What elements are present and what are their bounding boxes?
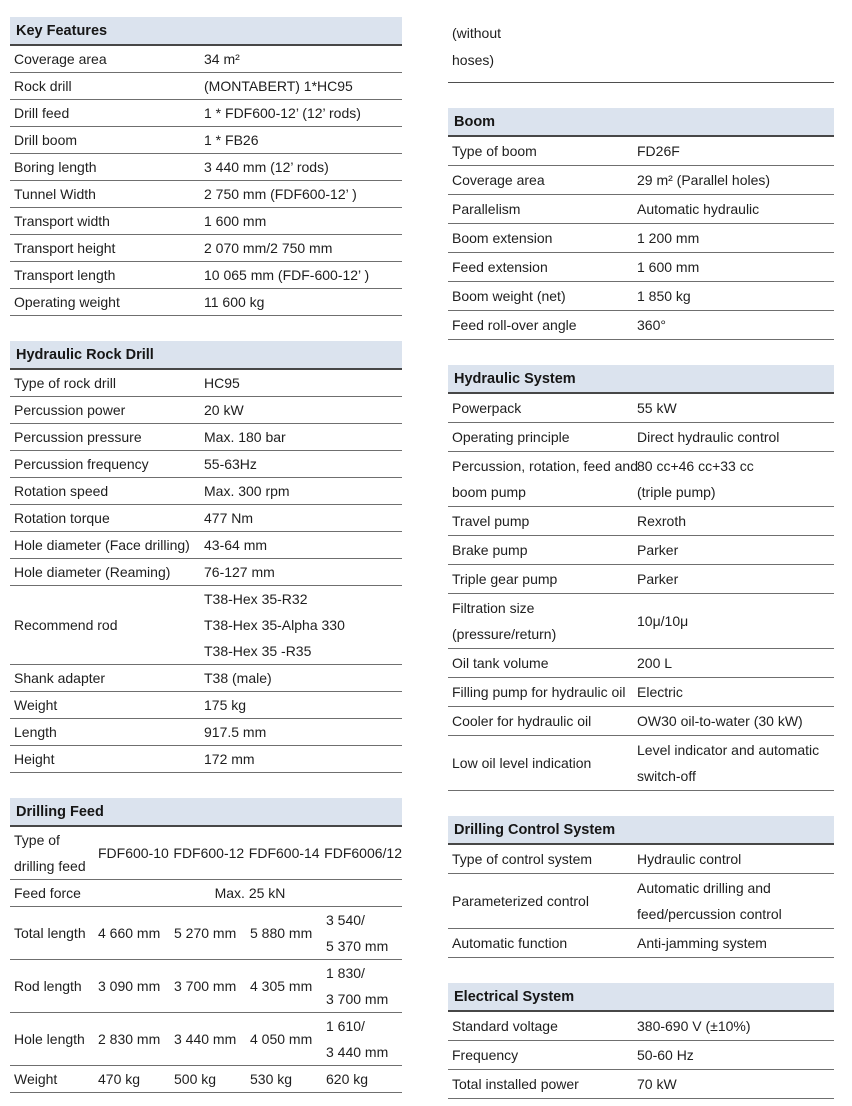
spec-cell: 500 kg [174, 1071, 217, 1087]
spec-value: 360° [637, 317, 666, 333]
spec-row [448, 224, 834, 253]
section-table [10, 370, 402, 773]
spec-label: Percussion power [14, 402, 126, 418]
spec-value: 10 065 mm (FDF-600-12’ ) [204, 267, 370, 283]
spec-value: Max. 25 kN [214, 885, 286, 901]
spec-value: 55 kW [637, 400, 677, 416]
spec-cells [98, 1013, 402, 1065]
spec-cells [98, 1066, 402, 1092]
section-table [448, 845, 834, 958]
spec-label: Filling pump for hydraulic oil [452, 684, 626, 700]
spec-cell: FDF600-12 [173, 845, 245, 861]
section-title: Drilling Feed [10, 798, 402, 827]
text-line: Filtration size [452, 600, 535, 616]
spec-row [448, 736, 834, 791]
spec-row [10, 424, 402, 451]
section-title: Hydraulic System [448, 365, 834, 394]
spec-label: Type of rock drill [14, 375, 116, 391]
spec-value: 70 kW [637, 1076, 677, 1092]
spec-label: Hole diameter (Reaming) [14, 564, 171, 580]
left-column [10, 17, 402, 1099]
spec-label: Length [14, 724, 57, 740]
spec-row [10, 370, 402, 397]
section-table [448, 137, 834, 340]
spec-label: Standard voltage [452, 1018, 558, 1034]
section-drilling-feed [10, 798, 402, 1093]
spec-label: Transport height [14, 240, 116, 256]
spec-value [637, 453, 834, 505]
spec-label: Boom weight (net) [452, 288, 566, 304]
spec-label: Type of control system [452, 851, 593, 867]
spec-cell: 4 660 mm [98, 925, 161, 941]
spec-row [448, 649, 834, 678]
spec-cell [326, 907, 402, 959]
spec-row [448, 507, 834, 536]
text-line: 1 830/ [326, 965, 365, 981]
spec-cells [98, 960, 402, 1012]
spec-cell: 470 kg [98, 1071, 141, 1087]
spec-label: Rotation torque [14, 510, 110, 526]
spec-value: 200 L [637, 655, 673, 671]
spec-value: 2 750 mm (FDF600-12’ ) [204, 186, 357, 202]
spec-row [10, 665, 402, 692]
spec-cell: 2 830 mm [98, 1031, 161, 1047]
spec-row [10, 1066, 402, 1093]
section-title: Hydraulic Rock Drill [10, 341, 402, 370]
section-table [10, 46, 402, 316]
spec-row [448, 423, 834, 452]
spec-value: Hydraulic control [637, 851, 742, 867]
spec-row [448, 1012, 834, 1041]
text-line: T38-Hex 35 -R35 [204, 643, 312, 659]
spec-label: Feed roll-over angle [452, 317, 577, 333]
spec-cell [326, 1013, 402, 1065]
spec-label: Drill feed [14, 105, 70, 121]
spec-value: Parker [637, 542, 679, 558]
spec-value: Automatic hydraulic [637, 201, 760, 217]
text-line: 3 700 mm [326, 991, 389, 1007]
spec-cells [98, 840, 402, 866]
spec-label: Frequency [452, 1047, 519, 1063]
continuation-line: hoses) [452, 52, 495, 68]
section-table [448, 1012, 834, 1099]
spec-row [448, 394, 834, 423]
spec-row [448, 874, 834, 929]
spec-value: 1 * FB26 [204, 132, 259, 148]
text-line: Automatic drilling and [637, 880, 771, 896]
spec-label: Total installed power [452, 1076, 579, 1092]
spec-cell: FDF600-10 [98, 845, 169, 861]
spec-value: 20 kW [204, 402, 244, 418]
spec-row [448, 594, 834, 649]
spec-row [10, 532, 402, 559]
spec-label: Coverage area [452, 172, 545, 188]
spec-row [10, 1013, 402, 1066]
spec-label: Boring length [14, 159, 97, 175]
text-line: (triple pump) [637, 484, 716, 500]
spec-cell: 3 090 mm [98, 978, 161, 994]
spec-label: Type of boom [452, 143, 537, 159]
spec-row [448, 707, 834, 736]
spec-row [448, 536, 834, 565]
spec-label: Tunnel Width [14, 186, 96, 202]
spec-row [448, 311, 834, 340]
text-line: switch-off [637, 768, 696, 784]
spec-label: Brake pump [452, 542, 528, 558]
spec-label: Hole length [14, 1031, 85, 1047]
spec-label: Feed force [14, 885, 81, 901]
spec-row [10, 208, 402, 235]
text-line: 1 610/ [326, 1018, 365, 1034]
spec-row [10, 907, 402, 960]
text-line: Type of [14, 832, 60, 848]
spec-row [10, 46, 402, 73]
spec-value: Direct hydraulic control [637, 429, 780, 445]
spec-row [10, 154, 402, 181]
spec-row [448, 253, 834, 282]
spec-row [10, 235, 402, 262]
spec-value: OW30 oil-to-water (30 kW) [637, 713, 803, 729]
spec-cell: 5 880 mm [250, 925, 313, 941]
spec-value: 29 m² (Parallel holes) [637, 172, 771, 188]
spec-label: Travel pump [452, 513, 530, 529]
spec-label: Rotation speed [14, 483, 109, 499]
spec-value: T38 (male) [204, 670, 272, 686]
spec-row [10, 289, 402, 316]
spec-value: 34 m² [204, 51, 240, 67]
spec-row [10, 827, 402, 880]
spec-label: Parameterized control [452, 893, 589, 909]
spec-label: Oil tank volume [452, 655, 549, 671]
spec-row [10, 181, 402, 208]
continuation-text [448, 17, 834, 83]
spec-cells [98, 907, 402, 959]
spec-value: Electric [637, 684, 683, 700]
spec-value: 380-690 V (±10%) [637, 1018, 751, 1034]
spec-cell: 4 050 mm [250, 1031, 313, 1047]
spec-value: 2 070 mm/2 750 mm [204, 240, 333, 256]
spec-label: Operating weight [14, 294, 120, 310]
section-title: Boom [448, 108, 834, 137]
spec-row [10, 127, 402, 154]
spec-value: 50-60 Hz [637, 1047, 694, 1063]
spec-value [637, 737, 834, 789]
section-title: Key Features [10, 17, 402, 46]
spec-label: Recommend rod [14, 617, 118, 633]
spec-row [10, 719, 402, 746]
spec-label [448, 595, 637, 647]
spec-row [448, 565, 834, 594]
section-title: Electrical System [448, 983, 834, 1012]
spec-cell: 3 440 mm [174, 1031, 237, 1047]
text-line: 3 440 mm [326, 1044, 389, 1060]
spec-value: 10μ/10μ [637, 613, 689, 629]
text-line: Percussion, rotation, feed and [452, 458, 639, 474]
spec-row [448, 137, 834, 166]
section-title: Drilling Control System [448, 816, 834, 845]
spec-cell: 4 305 mm [250, 978, 313, 994]
spec-row [10, 478, 402, 505]
spec-row [448, 195, 834, 224]
spec-label: Weight [14, 1071, 58, 1087]
spec-value: 3 440 mm (12’ rods) [204, 159, 329, 175]
spec-cell: 5 270 mm [174, 925, 237, 941]
spec-row [10, 746, 402, 773]
spec-value: 1 200 mm [637, 230, 700, 246]
spec-label: Powerpack [452, 400, 522, 416]
spec-cell: FDF6006/12 [324, 845, 402, 861]
text-line: boom pump [452, 484, 526, 500]
spec-row [448, 929, 834, 958]
spec-value: 1 600 mm [204, 213, 267, 229]
spec-label: Boom extension [452, 230, 553, 246]
spec-row [10, 505, 402, 532]
spec-row [448, 1070, 834, 1099]
spec-value [204, 586, 402, 664]
text-line: T38-Hex 35-Alpha 330 [204, 617, 345, 633]
spec-row [448, 845, 834, 874]
spec-label: Shank adapter [14, 670, 106, 686]
spec-label: Rock drill [14, 78, 72, 94]
text-line: T38-Hex 35-R32 [204, 591, 308, 607]
spec-row [10, 586, 402, 665]
section-key-features [10, 17, 402, 316]
spec-value [637, 875, 834, 927]
text-line: (pressure/return) [452, 626, 557, 642]
spec-row [10, 880, 402, 907]
spec-value: (MONTABERT) 1*HC95 [204, 78, 353, 94]
spec-value: Max. 300 rpm [204, 483, 290, 499]
spec-value: Parker [637, 571, 679, 587]
spec-value: 43-64 mm [204, 537, 268, 553]
spec-label: Transport length [14, 267, 116, 283]
spec-label: Total length [14, 925, 86, 941]
section-drilling-control-system [448, 816, 834, 958]
spec-row [448, 452, 834, 507]
section-hydraulic-system [448, 365, 834, 791]
text-line: Level indicator and automatic [637, 742, 820, 758]
spec-value: Max. 180 bar [204, 429, 286, 445]
text-line: 5 370 mm [326, 938, 389, 954]
spec-label: Percussion frequency [14, 456, 149, 472]
section-electrical-system [448, 983, 834, 1099]
text-line: 3 540/ [326, 912, 365, 928]
spec-row [10, 692, 402, 719]
section-table [448, 394, 834, 791]
spec-label: Percussion pressure [14, 429, 142, 445]
spec-row [10, 73, 402, 100]
spec-label: Height [14, 751, 55, 767]
spec-value: 55-63Hz [204, 456, 257, 472]
spec-value: 76-127 mm [204, 564, 275, 580]
spec-value: 1 * FDF600-12’ (12’ rods) [204, 105, 361, 121]
section-table [10, 827, 402, 1093]
spec-row [10, 559, 402, 586]
spec-row [10, 100, 402, 127]
spec-label: Weight [14, 697, 58, 713]
spec-label: Drill boom [14, 132, 78, 148]
spec-value: 917.5 mm [204, 724, 267, 740]
spec-cell: FDF600-14 [248, 845, 320, 861]
spec-label: Coverage area [14, 51, 107, 67]
spec-label: Low oil level indication [452, 755, 592, 771]
spec-cell: 620 kg [326, 1071, 369, 1087]
spec-label: Cooler for hydraulic oil [452, 713, 592, 729]
text-line: feed/percussion control [637, 906, 782, 922]
spec-row [10, 262, 402, 289]
spec-value: 477 Nm [204, 510, 254, 526]
spec-row [448, 678, 834, 707]
spec-label [448, 453, 637, 505]
spec-value: 175 kg [204, 697, 247, 713]
spec-cell: 3 700 mm [174, 978, 237, 994]
spec-label: Hole diameter (Face drilling) [14, 537, 190, 553]
spec-value: 11 600 kg [204, 294, 265, 310]
spec-cell [326, 960, 402, 1012]
spec-label: Rod length [14, 978, 82, 994]
spec-label: Triple gear pump [452, 571, 558, 587]
text-line: drilling feed [14, 858, 86, 874]
spec-label: Feed extension [452, 259, 548, 275]
right-column [448, 17, 834, 1099]
spec-cell: 530 kg [250, 1071, 293, 1087]
text-line: 80 cc+46 cc+33 cc [637, 458, 754, 474]
continuation-line: (without [452, 25, 502, 41]
spec-value: 172 mm [204, 751, 255, 767]
spec-label [10, 827, 98, 879]
spec-label: Automatic function [452, 935, 568, 951]
spec-value: Rexroth [637, 513, 687, 529]
section-hydraulic-rock-drill [10, 341, 402, 773]
spec-row [448, 282, 834, 311]
spec-label: Operating principle [452, 429, 570, 445]
spec-row [448, 166, 834, 195]
spec-row [10, 451, 402, 478]
spec-value: 1 600 mm [637, 259, 700, 275]
spec-label: Parallelism [452, 201, 521, 217]
spec-value: HC95 [204, 375, 240, 391]
spec-value: 1 850 kg [637, 288, 691, 304]
spec-value: Anti-jamming system [637, 935, 767, 951]
spec-value: FD26F [637, 143, 680, 159]
section-boom [448, 108, 834, 340]
spec-label: Transport width [14, 213, 110, 229]
spec-row [10, 960, 402, 1013]
spec-row [10, 397, 402, 424]
spec-row [448, 1041, 834, 1070]
